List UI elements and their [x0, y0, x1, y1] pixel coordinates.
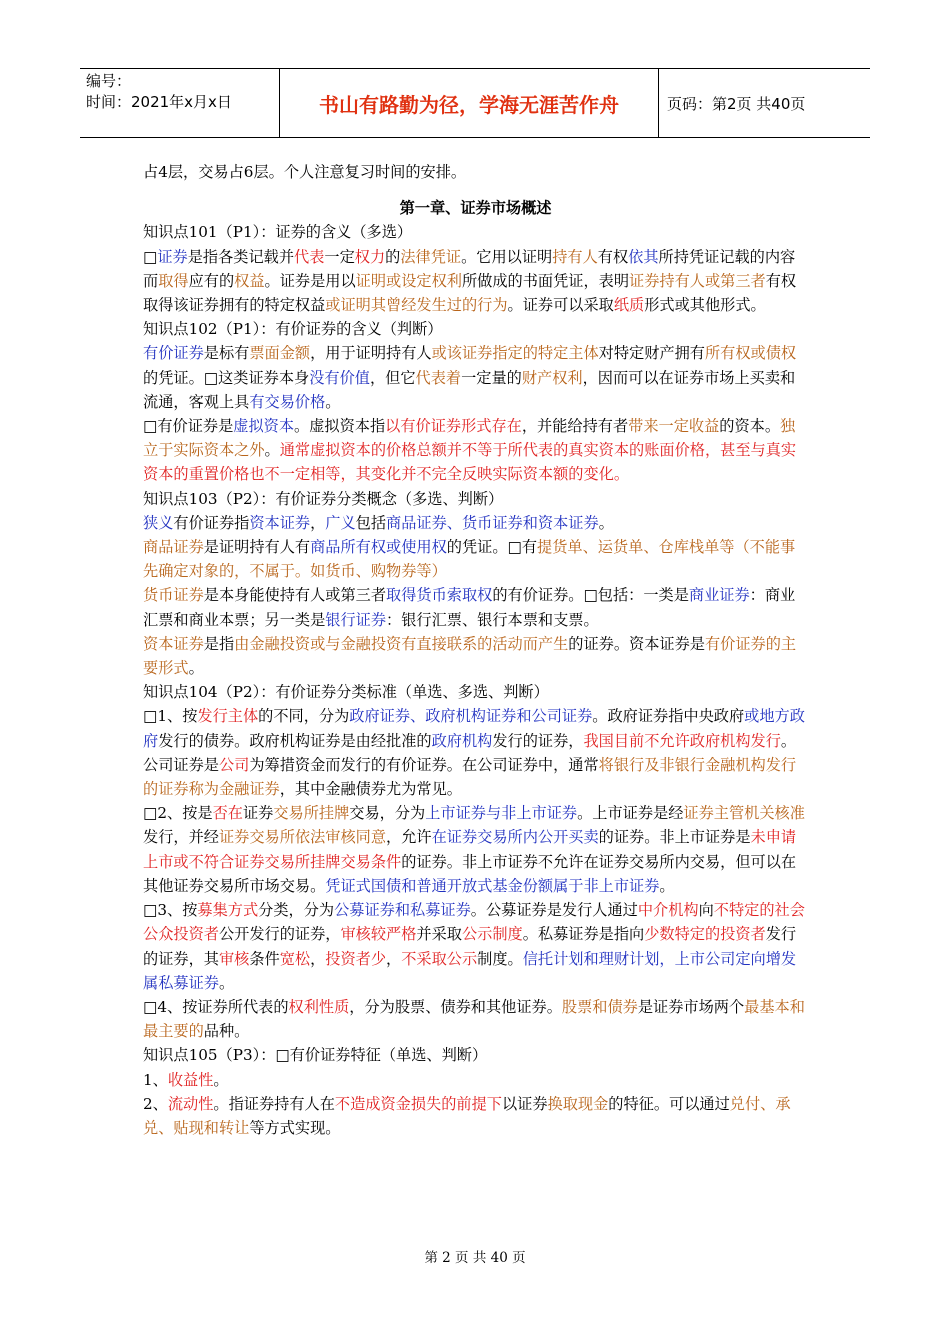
paragraph [143, 1068, 808, 1092]
text-run: 将银行及非银行金融机构发行的证券称为金融证券 [143, 755, 797, 799]
text-run: 的证券。非上市证券是 [598, 828, 751, 847]
text-run: 。证券是用以 [264, 271, 356, 290]
text-run: 权力 [354, 247, 386, 266]
paragraph [143, 704, 808, 801]
text-run: 发行主体 [197, 707, 259, 726]
text-run: ，因而可以在证券市场上买卖和流通，客观上具 [143, 368, 796, 411]
text-run: 是证明持有人有 [203, 538, 311, 557]
text-run: ， [310, 949, 326, 968]
text-run: 形式或其他形式。 [644, 296, 766, 315]
text-run: 。 [659, 876, 675, 895]
text-run: 取得 [158, 271, 189, 290]
text-run: □有价证券是 [143, 417, 234, 436]
paragraph [143, 1043, 808, 1067]
text-run: 审核较严格 [340, 925, 417, 944]
text-run: □1、按 [143, 707, 198, 726]
paragraph [143, 317, 808, 341]
text-run: 。虚拟资本指 [294, 417, 386, 436]
paragraph [143, 160, 808, 184]
text-run: 的凭证。□有 [446, 538, 538, 557]
text-run: 证明或设定权利 [355, 271, 462, 290]
paragraph [143, 632, 808, 680]
chapter-title [143, 196, 808, 220]
text-run: 。 [188, 659, 204, 678]
text-run: 的特征。可以通过 [608, 1094, 730, 1113]
text-run: 提货单、运货单、仓库栈单等（不能事先确定对象的，不属于。如货币、购物券等） [143, 538, 796, 581]
text-run: 或证明其曾经发生过的行为 [325, 296, 508, 315]
text-run: 。政府证券指中央政府 [592, 707, 745, 726]
text-run: 商业证券 [688, 586, 750, 605]
text-run: □ [143, 247, 158, 266]
text-run: 银行证券 [325, 610, 386, 629]
text-run: 包括 [355, 513, 386, 532]
text-run: 财产权利 [521, 368, 583, 387]
text-run: 是指各类记载并 [187, 247, 295, 266]
text-run: 没有价值 [309, 368, 370, 387]
paragraph [143, 995, 808, 1043]
text-run: 有权取得该证券拥有的特定权益 [143, 271, 797, 315]
text-run: 有价证券指 [173, 513, 250, 532]
text-run: 。私募证券是指向 [522, 925, 645, 944]
text-run: 。 [218, 973, 235, 992]
text-run: 独立于实际资本之外 [143, 417, 796, 460]
text-run: 商品所有权或使用权 [310, 538, 447, 557]
text-run: 中介机构 [637, 901, 699, 920]
paragraph [143, 898, 808, 995]
document-body [143, 160, 808, 1140]
text-run: 有价证券的主要形式 [143, 634, 797, 678]
text-run: 制度。 [477, 949, 523, 968]
text-run: 知识点102（P1）：有价证券的含义（判断） [143, 320, 443, 339]
text-run: 条件 [249, 949, 280, 968]
text-run: 发行的证券， [492, 731, 584, 750]
text-run: 对特定财产拥有 [598, 344, 705, 363]
text-run: 取得货币索取权 [386, 586, 493, 605]
text-run: 证券交易所依法审核同意 [218, 828, 386, 847]
paragraph [143, 487, 808, 511]
text-run: 收益性 [167, 1070, 214, 1089]
text-run: 依其 [628, 247, 659, 266]
text-run: ，并能给持有者 [521, 417, 629, 436]
text-run: 品种。 [203, 1022, 250, 1041]
text-run: 公开发行的证券， [218, 925, 341, 944]
header-motto: 书山有路勤为径，学海无涯苦作舟 [280, 69, 659, 137]
text-run: 以有价证券形式存在 [385, 417, 522, 436]
text-run: 证券持有人或第三者 [629, 271, 766, 290]
text-run: 知识点105（P3）：□有价证券特征（单选、判断） [143, 1046, 488, 1065]
text-run: ，分为股票、债券和其他证券。 [349, 997, 562, 1016]
text-run: 不采取公示 [401, 949, 478, 968]
text-run: 代表 [294, 247, 325, 266]
text-run: 宽松 [279, 949, 311, 968]
text-run: 所做成的书面凭证，表明 [461, 271, 629, 290]
text-run: 商品证券、货币证券和资本证券 [386, 513, 599, 532]
text-run: 占4层，交易占6层。个人注意复习时间的安排。 [143, 163, 467, 181]
text-run: 等方式实现。 [249, 1118, 341, 1137]
text-run: 公司 [218, 755, 250, 774]
text-run: 。 [598, 513, 614, 532]
text-run: 广义 [325, 513, 356, 532]
text-run: 的资本。 [719, 417, 781, 436]
paragraph [143, 220, 808, 244]
text-run: 知识点103（P2）：有价证券分类概念（多选、判断） [143, 489, 504, 508]
text-run: 。公司证券是 [143, 731, 797, 774]
text-run: ，其中金融债券尤为常见。 [279, 780, 462, 799]
text-run: 发行的证券，其 [143, 925, 797, 968]
text-run: 以证券 [501, 1094, 548, 1113]
text-run: 发行，并经 [143, 828, 219, 847]
text-run: 是标有 [203, 344, 250, 363]
text-run: 通常虚拟资本的价格总额并不等于所代表的真实资本的账面价格，甚至与真实资本的重置价格也不一定相等，其变化并不完全反映实际资本额的变化。 [143, 441, 797, 484]
page-footer: 第 2 页 共 40 页 [424, 1250, 526, 1266]
text-run: 流动性 [167, 1094, 214, 1113]
text-run: 并采取 [416, 925, 462, 944]
text-run: 。公募证券是发行人通过 [470, 901, 638, 920]
text-run: 。它用以证明 [461, 247, 553, 266]
header-page-number: 页码：第2页 共40页 [667, 94, 806, 113]
text-run: 货币证券 [143, 586, 204, 605]
page-header [80, 68, 870, 138]
text-run: 。证券可以采取 [507, 296, 614, 315]
text-run: 最基本和最主要的 [143, 997, 805, 1041]
text-run: 信托计划和理财计划，上市公司定向增发属私募证券 [143, 949, 797, 992]
text-run: 是指 [203, 634, 235, 653]
text-run: 兑付、承兑、贴现和转让 [143, 1094, 791, 1137]
text-run: 政府机构 [431, 731, 493, 750]
text-run: 股票和债券 [561, 997, 638, 1016]
text-run: 证券主管机关核准 [683, 804, 805, 823]
text-run: 2、 [143, 1094, 168, 1113]
text-run: 知识点104（P2）：有价证券分类标准（单选、多选、判断） [143, 683, 549, 702]
document-number-label: 编号： [86, 72, 132, 90]
text-run: 应有的 [188, 271, 235, 290]
paragraph [143, 245, 808, 318]
text-run: ， [310, 513, 326, 532]
text-run: 权利性质 [288, 997, 350, 1016]
text-run: 有价证券 [143, 344, 204, 363]
text-run: 公示制度 [461, 925, 523, 944]
text-run: 一定 [324, 247, 355, 266]
text-run: 证券 [157, 247, 188, 266]
text-run: 的 [385, 247, 401, 266]
text-run: 政府证券、政府机构证券和公司证券 [349, 707, 593, 726]
text-run: 的凭证。□这类证券本身 [143, 368, 310, 387]
text-run: 第一章、证券市场概述 [399, 199, 552, 218]
text-run: 上市证券与非上市证券 [425, 804, 578, 823]
text-run: 法律凭证 [400, 247, 462, 266]
text-run: 证券 [242, 804, 274, 823]
text-run: ，用于证明持有人 [310, 344, 432, 363]
text-run: 是本身能使持有人或第三者 [203, 586, 386, 605]
text-run: 。 [325, 392, 341, 411]
paragraph [143, 1092, 808, 1140]
text-run: 一定量的 [461, 368, 522, 387]
text-run: 或该证券指定的特定主体 [431, 344, 599, 363]
text-run: □3、按 [143, 901, 198, 920]
text-run: 是证券市场两个 [637, 997, 745, 1016]
header-meta [80, 69, 280, 137]
text-run: 向 [698, 901, 714, 920]
text-run: 交易，分为 [349, 804, 426, 823]
text-run: 有交易价格 [249, 392, 326, 411]
text-run: 持有人 [552, 247, 598, 266]
text-run: 我国目前不允许政府机构发行 [583, 731, 781, 750]
paragraph [143, 535, 808, 583]
text-run: 。 [213, 1070, 229, 1089]
text-run: 1、 [143, 1070, 168, 1089]
text-run: 资本证券 [143, 634, 204, 653]
text-run: 分类，分为 [258, 901, 335, 920]
text-run: ：商业汇票和商业本票；另一类是 [143, 586, 796, 629]
text-run: 为筹措资金而发行的有价证券。在公司证券中，通常 [249, 755, 599, 774]
document-time-label: 时间：2021年x月x日 [86, 93, 232, 111]
text-run: 公募证券和私募证券 [334, 901, 471, 920]
paragraph [143, 414, 808, 487]
text-run: 审核 [218, 949, 250, 968]
text-run: 在证券交易所内公开买卖 [431, 828, 599, 847]
text-run: 权益 [234, 271, 265, 290]
text-run: 狭义 [143, 513, 174, 532]
paragraph [143, 583, 808, 631]
paragraph [143, 801, 808, 898]
text-run: 虚拟资本 [233, 417, 295, 436]
text-run: 票面金额 [249, 344, 311, 363]
text-run: 。指证券持有人在 [213, 1094, 335, 1113]
text-run: 所持凭证记载的内容而 [143, 247, 796, 290]
text-run: 或地方政府 [143, 707, 805, 750]
text-run: 的证券。资本证券是 [568, 634, 705, 653]
text-run: 发行的债券。政府机构证券是由经批准的 [158, 731, 432, 750]
text-run: 募集方式 [197, 901, 259, 920]
text-run: 知识点101（P1）：证券的含义（多选） [143, 223, 413, 242]
text-run: 有权 [597, 247, 629, 266]
text-run: ，允许 [386, 828, 432, 847]
text-run: 带来一定收益 [628, 417, 720, 436]
text-run: ，但它 [369, 368, 416, 387]
text-run: 交易所挂牌 [273, 804, 350, 823]
text-run: 资本证券 [249, 513, 311, 532]
text-run: 所有权或债权 [704, 344, 797, 363]
text-run: 投资者少 [325, 949, 386, 968]
text-run: 的证券。非上市证券不允许在证券交易所内交易，但可以在其他证券交易所市场交易。 [143, 852, 797, 895]
paragraph [143, 341, 808, 414]
paragraph [143, 680, 808, 704]
text-run: 纸质 [613, 296, 645, 315]
text-run: 未申请上市或不符合证券交易所挂牌交易条件 [143, 828, 797, 871]
text-run: 。 [264, 441, 280, 460]
text-run: ：银行汇票、银行本票和支票。 [386, 610, 599, 629]
text-run: 凭证式国债和普通开放式基金份额属于非上市证券 [325, 876, 660, 895]
text-run: 的有价证券。□包括：一类是 [492, 586, 689, 605]
text-run: 换取现金 [547, 1094, 609, 1113]
paragraph [143, 511, 808, 535]
text-run: ， [386, 949, 402, 968]
text-run: 代表着 [415, 368, 462, 387]
text-run: 不造成资金损失的前提下 [334, 1094, 502, 1113]
text-run: 的不同，分为 [258, 707, 350, 726]
text-run: □2、按是 [143, 804, 213, 823]
text-run: 否在 [212, 804, 243, 823]
text-run: 不特定的社会公众投资者 [143, 901, 805, 944]
text-run: 由金融投资或与金融投资有直接联系的活动而产生 [234, 634, 569, 653]
text-run: 。上市证券是经 [577, 804, 684, 823]
text-run: 商品证券 [143, 538, 204, 557]
text-run: 少数特定的投资者 [644, 925, 766, 944]
text-run: □4、按证券所代表的 [143, 997, 289, 1016]
